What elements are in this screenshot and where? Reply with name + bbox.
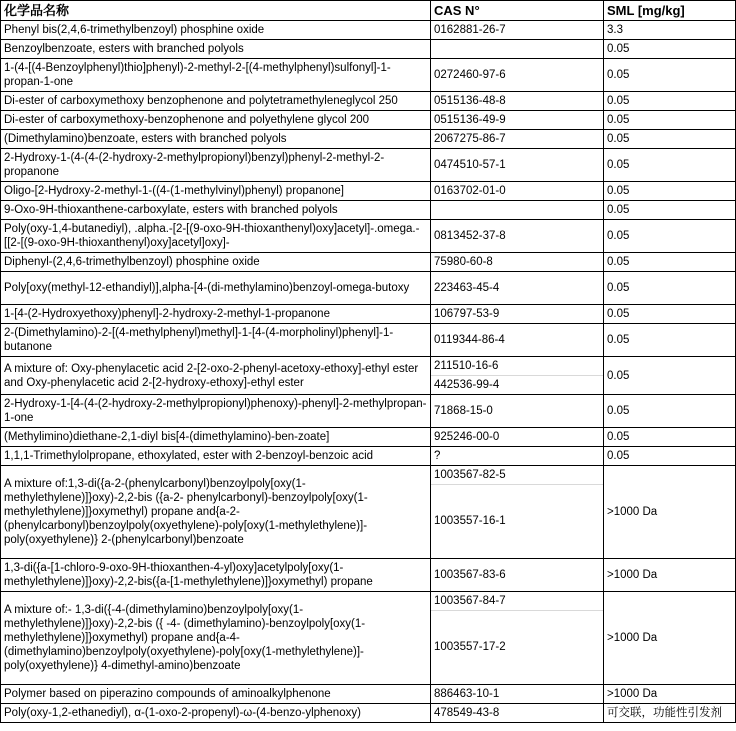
cas-number-cell: 71868-15-0 bbox=[431, 395, 604, 428]
table-row bbox=[1, 592, 736, 685]
table-row bbox=[1, 220, 736, 253]
cas-number-cell bbox=[431, 466, 604, 559]
table-row bbox=[1, 324, 736, 357]
cas-number-cell bbox=[431, 592, 604, 685]
header-cas: CAS N° bbox=[431, 1, 604, 21]
substance-name-cell: A mixture of: Oxy-phenylacetic acid 2-[2-oxo-2-phenyl-acetoxy-ethoxy]-ethyl ester and Oxy-phenylacetic acid 2-[2-hydroxy-ethoxy]-ethyl ester bbox=[1, 357, 431, 395]
sml-value-cell: 0.05 bbox=[604, 324, 736, 357]
table-row bbox=[1, 253, 736, 272]
cas-number-cell: 0515136-49-9 bbox=[431, 111, 604, 130]
cas-number: 1003557-16-1 bbox=[431, 484, 603, 558]
cas-number-cell: 2067275-86-7 bbox=[431, 130, 604, 149]
cas-number-cell: 0162881-26-7 bbox=[431, 21, 604, 40]
table-row bbox=[1, 559, 736, 592]
substance-name-cell: Benzoylbenzoate, esters with branched polyols bbox=[1, 40, 431, 59]
table-row bbox=[1, 149, 736, 182]
sml-value-cell: 可交联，功能性引发剂 bbox=[604, 704, 736, 723]
cas-number-cell bbox=[431, 357, 604, 395]
substance-name-cell: Poly(oxy-1,2-ethanediyl), α-(1-oxo-2-propenyl)-ω-(4-benzo-ylphenoxy) bbox=[1, 704, 431, 723]
cas-number-cell: 0119344-86-4 bbox=[431, 324, 604, 357]
cas-number: 1003567-84-7 bbox=[434, 595, 506, 607]
substance-name-cell: Oligo-[2-Hydroxy-2-methyl-1-((4-(1-methylvinyl)phenyl) propanone] bbox=[1, 182, 431, 201]
cas-number-cell: 223463-45-4 bbox=[431, 272, 604, 305]
table-row bbox=[1, 704, 736, 723]
table-body bbox=[1, 21, 736, 723]
table-row bbox=[1, 201, 736, 220]
substance-name-cell: Di-ester of carboxymethoxy-benzophenone and polyethylene glycol 200 bbox=[1, 111, 431, 130]
sml-value-cell: >1000 Da bbox=[604, 592, 736, 685]
sml-value-cell: >1000 Da bbox=[604, 685, 736, 704]
substance-name-cell: 9-Oxo-9H-thioxanthene-carboxylate, esters with branched polyols bbox=[1, 201, 431, 220]
cas-number-cell: 925246-00-0 bbox=[431, 428, 604, 447]
cas-number-cell: 0272460-97-6 bbox=[431, 59, 604, 92]
substance-name-cell: 2-Hydroxy-1-(4-(4-(2-hydroxy-2-methylpropionyl)benzyl)phenyl-2-methyl-2-propanone bbox=[1, 149, 431, 182]
sml-value-cell: 0.05 bbox=[604, 92, 736, 111]
cas-number-cell: 75980-60-8 bbox=[431, 253, 604, 272]
table-row bbox=[1, 395, 736, 428]
cas-number-cell bbox=[431, 40, 604, 59]
sml-value-cell: 0.05 bbox=[604, 253, 736, 272]
header-name: 化学品名称 bbox=[1, 1, 431, 21]
sml-value-cell: 3.3 bbox=[604, 21, 736, 40]
sml-value-cell: 0.05 bbox=[604, 357, 736, 395]
sml-value-cell: 0.05 bbox=[604, 272, 736, 305]
sml-value-cell: 0.05 bbox=[604, 111, 736, 130]
table-row bbox=[1, 685, 736, 704]
cas-number-cell: 478549-43-8 bbox=[431, 704, 604, 723]
substance-name-cell: (Methylimino)diethane-2,1-diyl bis[4-(dimethylamino)-ben-zoate] bbox=[1, 428, 431, 447]
header-sml: SML [mg/kg] bbox=[604, 1, 736, 21]
sml-value-cell: 0.05 bbox=[604, 40, 736, 59]
sml-value-cell: 0.05 bbox=[604, 395, 736, 428]
substance-name-cell: Phenyl bis(2,4,6-trimethylbenzoyl) phosphine oxide bbox=[1, 21, 431, 40]
table-row bbox=[1, 357, 736, 395]
cas-number: 1003567-82-5 bbox=[434, 469, 506, 481]
sml-value-cell: 0.05 bbox=[604, 130, 736, 149]
table-row bbox=[1, 130, 736, 149]
sml-value-cell: 0.05 bbox=[604, 149, 736, 182]
table-row bbox=[1, 428, 736, 447]
substance-name-cell: Poly(oxy-1,4-butanediyl), .alpha.-[2-[(9-oxo-9H-thioxanthenyl)oxy]acetyl]-.omega.-[[2-[(9-oxo-9H-thioxanthenyl)oxy]acetyl]oxy]- bbox=[1, 220, 431, 253]
sml-value-cell: >1000 Da bbox=[604, 466, 736, 559]
substance-name-cell: Poly[oxy(methyl-12-ethandiyl)],alpha-[4-(di-methylamino)benzoyl-omega-butoxy bbox=[1, 272, 431, 305]
substance-name-cell: Di-ester of carboxymethoxy benzophenone and polytetramethyleneglycol 250 bbox=[1, 92, 431, 111]
table-row bbox=[1, 272, 736, 305]
substance-name-cell: A mixture of:- 1,3-di({-4-(dimethylamino)benzoylpoly[oxy(1-methylethylene)]}oxy)-2,2-bis ({ -4- (dimethylamino)-benzoylpoly[oxy(1-methylethylene)]}oxymethyl) propane and{a-4-(dimethylamino)benzoylpoly(oxyethylene)-poly[oxy(1-methylethylene)]-poly(oxyethylene)} 4-dimethyl-amino)benzoate bbox=[1, 592, 431, 685]
sml-value-cell: 0.05 bbox=[604, 201, 736, 220]
sml-value-cell: 0.05 bbox=[604, 447, 736, 466]
header-row bbox=[1, 1, 736, 21]
substance-name-cell: Polymer based on piperazino compounds of aminoalkylphenone bbox=[1, 685, 431, 704]
substance-name-cell: 1-(4-[(4-Benzoylphenyl)thio]phenyl)-2-methyl-2-[(4-methylphenyl)sulfonyl]-1-propan-1-one bbox=[1, 59, 431, 92]
substance-name-cell: A mixture of:1,3-di({a-2-(phenylcarbonyl)benzoylpoly[oxy(1-methylethylene)]}oxy)-2,2-bis ({a-2- phenylcarbonyl)-benzoylpoly[oxy(1-methylethylene)]}oxymethyl) propane and{a-2-(phenylcarbonyl)benzoylpoly(oxyethylene)-poly[oxy(1-methylethylene)]-poly(oxyethylene)} 2-(phenylcarbonyl)benzoate bbox=[1, 466, 431, 559]
sml-value-cell: >1000 Da bbox=[604, 559, 736, 592]
cas-number-cell: 0813452-37-8 bbox=[431, 220, 604, 253]
cas-number-cell: 0515136-48-8 bbox=[431, 92, 604, 111]
substance-name-cell: Diphenyl-(2,4,6-trimethylbenzoyl) phosphine oxide bbox=[1, 253, 431, 272]
sml-value-cell: 0.05 bbox=[604, 59, 736, 92]
substance-name-cell: 2-Hydroxy-1-[4-(4-(2-hydroxy-2-methylpropionyl)phenoxy)-phenyl]-2-methylpropan-1-one bbox=[1, 395, 431, 428]
substance-name-cell: 2-(Dimethylamino)-2-[(4-methylphenyl)methyl]-1-[4-(4-morpholinyl)phenyl]-1-butanone bbox=[1, 324, 431, 357]
cas-number-cell: 0163702-01-0 bbox=[431, 182, 604, 201]
cas-number: 442536-99-4 bbox=[431, 375, 603, 394]
cas-number-cell: 0474510-57-1 bbox=[431, 149, 604, 182]
cas-number-cell: 1003567-83-6 bbox=[431, 559, 604, 592]
cas-number: 1003557-17-2 bbox=[431, 610, 603, 684]
substance-name-cell: 1,1,1-Trimethylolpropane, ethoxylated, ester with 2-benzoyl-benzoic acid bbox=[1, 447, 431, 466]
cas-number-cell: 886463-10-1 bbox=[431, 685, 604, 704]
table-row bbox=[1, 466, 736, 559]
table-row bbox=[1, 21, 736, 40]
cas-number-cell bbox=[431, 201, 604, 220]
substance-name-cell: 1,3-di({a-[1-chloro-9-oxo-9H-thioxanthen-4-yl)oxy]acetylpoly[oxy(1-methylethylene)]}oxy)-2,2-bis({a-[1-methylethylene)]}oxymethyl) propane bbox=[1, 559, 431, 592]
cas-number-cell: ? bbox=[431, 447, 604, 466]
sml-value-cell: 0.05 bbox=[604, 182, 736, 201]
cas-number-cell: 106797-53-9 bbox=[431, 305, 604, 324]
table-row bbox=[1, 92, 736, 111]
sml-value-cell: 0.05 bbox=[604, 428, 736, 447]
table-row bbox=[1, 305, 736, 324]
sml-value-cell: 0.05 bbox=[604, 305, 736, 324]
substance-name-cell: (Dimethylamino)benzoate, esters with branched polyols bbox=[1, 130, 431, 149]
cas-number: 211510-16-6 bbox=[434, 360, 499, 372]
table-row bbox=[1, 447, 736, 466]
table-row bbox=[1, 111, 736, 130]
table-row bbox=[1, 40, 736, 59]
table-row bbox=[1, 182, 736, 201]
substance-name-cell: 1-[4-(2-Hydroxyethoxy)phenyl]-2-hydroxy-2-methyl-1-propanone bbox=[1, 305, 431, 324]
table-row bbox=[1, 59, 736, 92]
sml-value-cell: 0.05 bbox=[604, 220, 736, 253]
